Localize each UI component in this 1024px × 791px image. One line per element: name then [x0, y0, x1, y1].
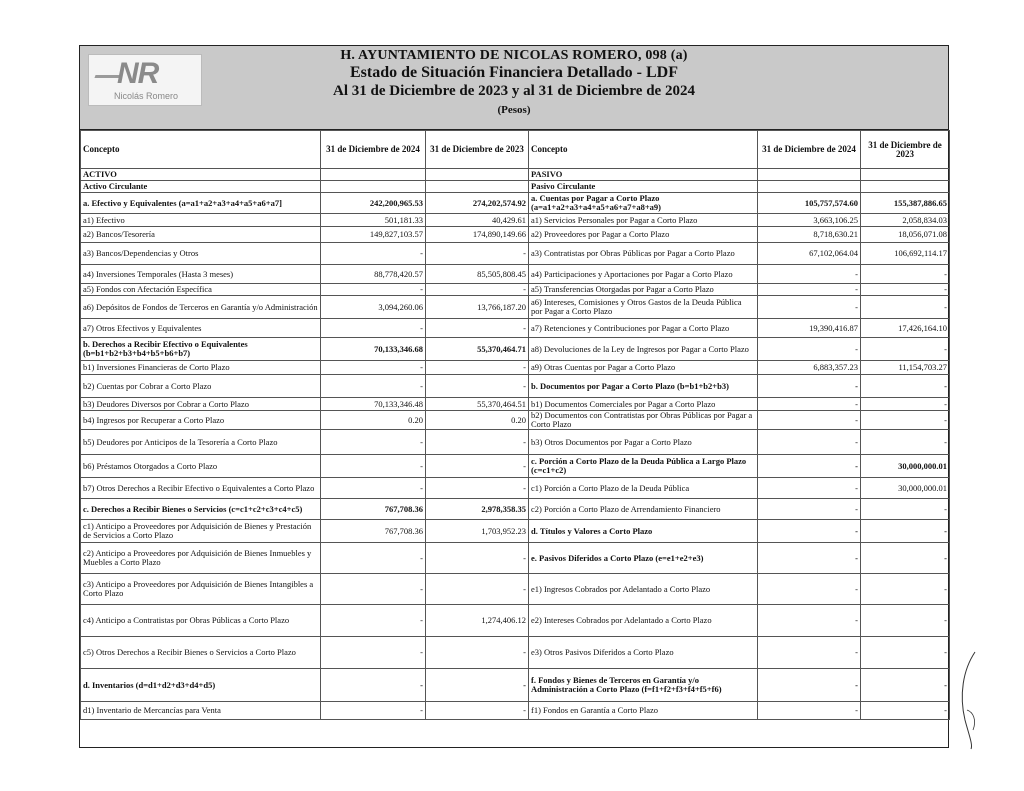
- asset-2024-cell: 767,708.36: [321, 520, 426, 543]
- table-row: [81, 702, 950, 720]
- col-2024-assets: 31 de Diciembre de 2024: [321, 131, 426, 169]
- table-row: [81, 520, 950, 543]
- liability-concept-cell: a5) Transferencias Otorgadas por Pagar a Corto Plazo: [529, 284, 758, 296]
- liability-2023-cell: -: [861, 411, 950, 430]
- liability-2023-cell: -: [861, 398, 950, 411]
- report-units: (Pesos): [497, 104, 531, 116]
- table-row: [81, 499, 950, 520]
- liability-concept-cell: a1) Servicios Personales por Pagar a Corto Plazo: [529, 214, 758, 227]
- liability-2023-cell: 2,058,834.03: [861, 214, 950, 227]
- asset-concept-cell: a6) Depósitos de Fondos de Terceros en Garantía y/o Administración: [81, 296, 321, 319]
- asset-2024-cell: -: [321, 669, 426, 702]
- liability-2024-cell: -: [758, 637, 861, 669]
- asset-concept-cell: b3) Deudores Diversos por Cobrar a Corto Plazo: [81, 398, 321, 411]
- liability-2024-cell: -: [758, 411, 861, 430]
- asset-concept-cell: b7) Otros Derechos a Recibir Efectivo o Equivalentes a Corto Plazo: [81, 478, 321, 499]
- asset-2023-cell: 55,370,464.51: [426, 398, 529, 411]
- table-row: [81, 455, 950, 478]
- logo-caption: Nicolás Romero: [113, 91, 179, 101]
- liability-2024-cell: [758, 169, 861, 181]
- asset-concept-cell: b1) Inversiones Financieras de Corto Plazo: [81, 361, 321, 375]
- liability-2023-cell: -: [861, 284, 950, 296]
- liability-concept-cell: a. Cuentas por Pagar a Corto Plazo (a=a1+a2+a3+a4+a5+a6+a7+a8+a9): [529, 193, 758, 214]
- table-row: [81, 319, 950, 338]
- col-2023-assets: 31 de Diciembre de 2023: [426, 131, 529, 169]
- col-concepto-assets: Concepto: [81, 131, 321, 169]
- liability-concept-cell: b. Documentos por Pagar a Corto Plazo (b=b1+b2+b3): [529, 375, 758, 398]
- liability-2023-cell: 30,000,000.01: [861, 478, 950, 499]
- table-row: [81, 637, 950, 669]
- liability-concept-cell: a4) Participaciones y Aportaciones por Pagar a Corto Plazo: [529, 265, 758, 284]
- liability-2024-cell: -: [758, 605, 861, 637]
- asset-2024-cell: -: [321, 574, 426, 605]
- asset-2023-cell: 40,429.61: [426, 214, 529, 227]
- liability-2023-cell: -: [861, 338, 950, 361]
- col-2024-liabilities: 31 de Diciembre de 2024: [758, 131, 861, 169]
- table-row: [81, 284, 950, 296]
- liability-concept-cell: a7) Retenciones y Contribuciones por Pagar a Corto Plazo: [529, 319, 758, 338]
- asset-2024-cell: 0.20: [321, 411, 426, 430]
- liability-2024-cell: 6,883,357.23: [758, 361, 861, 375]
- asset-2023-cell: -: [426, 361, 529, 375]
- table-row: [81, 543, 950, 574]
- asset-2023-cell: -: [426, 669, 529, 702]
- asset-2023-cell: -: [426, 375, 529, 398]
- liability-concept-cell: b2) Documentos con Contratistas por Obras Públicas por Pagar a Corto Plazo: [529, 411, 758, 430]
- asset-2023-cell: 174,890,149.66: [426, 227, 529, 243]
- table-row: [81, 243, 950, 265]
- asset-concept-cell: a3) Bancos/Dependencias y Otros: [81, 243, 321, 265]
- liability-2023-cell: 106,692,114.17: [861, 243, 950, 265]
- liability-2024-cell: -: [758, 478, 861, 499]
- liability-concept-cell: e1) Ingresos Cobrados por Adelantado a Corto Plazo: [529, 574, 758, 605]
- asset-2024-cell: -: [321, 243, 426, 265]
- asset-2024-cell: 88,778,420.57: [321, 265, 426, 284]
- table-row: [81, 478, 950, 499]
- asset-2023-cell: -: [426, 430, 529, 455]
- asset-2024-cell: -: [321, 375, 426, 398]
- table-row: [81, 227, 950, 243]
- liability-2023-cell: -: [861, 574, 950, 605]
- liability-concept-cell: a2) Proveedores por Pagar a Corto Plazo: [529, 227, 758, 243]
- liability-2024-cell: -: [758, 520, 861, 543]
- liability-2023-cell: -: [861, 296, 950, 319]
- asset-2024-cell: -: [321, 430, 426, 455]
- table-row: [81, 669, 950, 702]
- liability-concept-cell: PASIVO: [529, 169, 758, 181]
- liability-concept-cell: c1) Porción a Corto Plazo de la Deuda Pública: [529, 478, 758, 499]
- liability-2023-cell: -: [861, 265, 950, 284]
- liability-2024-cell: -: [758, 702, 861, 720]
- liability-2023-cell: -: [861, 637, 950, 669]
- asset-2023-cell: 13,766,187.20: [426, 296, 529, 319]
- liability-2024-cell: 3,663,106.25: [758, 214, 861, 227]
- asset-concept-cell: a7) Otros Efectivos y Equivalentes: [81, 319, 321, 338]
- table-row: [81, 193, 950, 214]
- asset-concept-cell: d1) Inventario de Mercancías para Venta: [81, 702, 321, 720]
- asset-concept-cell: b2) Cuentas por Cobrar a Corto Plazo: [81, 375, 321, 398]
- asset-2024-cell: 501,181.33: [321, 214, 426, 227]
- asset-2023-cell: 1,703,952.23: [426, 520, 529, 543]
- asset-2023-cell: -: [426, 702, 529, 720]
- liability-2024-cell: -: [758, 455, 861, 478]
- asset-2024-cell: -: [321, 361, 426, 375]
- liability-concept-cell: a3) Contratistas por Obras Públicas por Pagar a Corto Plazo: [529, 243, 758, 265]
- asset-2024-cell: -: [321, 605, 426, 637]
- liability-concept-cell: d. Títulos y Valores a Corto Plazo: [529, 520, 758, 543]
- asset-2024-cell: -: [321, 319, 426, 338]
- asset-concept-cell: a. Efectivo y Equivalentes (a=a1+a2+a3+a4+a5+a6+a7]: [81, 193, 321, 214]
- liability-2024-cell: -: [758, 499, 861, 520]
- asset-concept-cell: b. Derechos a Recibir Efectivo o Equivalentes (b=b1+b2+b3+b4+b5+b6+b7): [81, 338, 321, 361]
- asset-2024-cell: -: [321, 284, 426, 296]
- table-row: [81, 296, 950, 319]
- financial-statement-sheet: [79, 45, 949, 748]
- asset-concept-cell: a2) Bancos/Tesorería: [81, 227, 321, 243]
- liability-2024-cell: 19,390,416.87: [758, 319, 861, 338]
- asset-concept-cell: b4) Ingresos por Recuperar a Corto Plazo: [81, 411, 321, 430]
- asset-2024-cell: 767,708.36: [321, 499, 426, 520]
- liability-2024-cell: -: [758, 398, 861, 411]
- asset-2024-cell: 242,200,965.53: [321, 193, 426, 214]
- liability-2023-cell: -: [861, 499, 950, 520]
- asset-2023-cell: -: [426, 637, 529, 669]
- liability-2024-cell: -: [758, 265, 861, 284]
- asset-2024-cell: 3,094,260.06: [321, 296, 426, 319]
- table-row: [81, 361, 950, 375]
- asset-concept-cell: ACTIVO: [81, 169, 321, 181]
- table-row: [81, 265, 950, 284]
- liability-concept-cell: e2) Intereses Cobrados por Adelantado a Corto Plazo: [529, 605, 758, 637]
- entity-name: H. AYUNTAMIENTO DE NICOLAS ROMERO, 098 (a): [340, 48, 688, 63]
- table-row: [81, 398, 950, 411]
- report-header: [80, 46, 948, 130]
- asset-2023-cell: -: [426, 455, 529, 478]
- table-row: [81, 214, 950, 227]
- asset-2024-cell: -: [321, 455, 426, 478]
- liability-concept-cell: b1) Documentos Comerciales por Pagar a Corto Plazo: [529, 398, 758, 411]
- liability-concept-cell: f. Fondos y Bienes de Terceros en Garantía y/o Administración a Corto Plazo (f=f1+f2+f3+f4+f5+f6): [529, 669, 758, 702]
- liability-concept-cell: a8) Devoluciones de la Ley de Ingresos por Pagar a Corto Plazo: [529, 338, 758, 361]
- liability-2023-cell: 11,154,703.27: [861, 361, 950, 375]
- liability-2024-cell: 8,718,630.21: [758, 227, 861, 243]
- asset-2023-cell: [426, 181, 529, 193]
- liability-concept-cell: c2) Porción a Corto Plazo de Arrendamiento Financiero: [529, 499, 758, 520]
- liability-concept-cell: a9) Otras Cuentas por Pagar a Corto Plazo: [529, 361, 758, 375]
- asset-2023-cell: -: [426, 243, 529, 265]
- liability-2023-cell: 17,426,164.10: [861, 319, 950, 338]
- asset-concept-cell: Activo Circulante: [81, 181, 321, 193]
- liability-concept-cell: f1) Fondos en Garantía a Corto Plazo: [529, 702, 758, 720]
- liability-2024-cell: -: [758, 296, 861, 319]
- liability-2024-cell: -: [758, 574, 861, 605]
- asset-2024-cell: -: [321, 637, 426, 669]
- liability-2024-cell: -: [758, 669, 861, 702]
- asset-2024-cell: -: [321, 543, 426, 574]
- asset-2024-cell: 70,133,346.68: [321, 338, 426, 361]
- asset-2024-cell: -: [321, 478, 426, 499]
- liability-2023-cell: -: [861, 520, 950, 543]
- asset-2023-cell: 2,978,358.35: [426, 499, 529, 520]
- liability-2023-cell: -: [861, 702, 950, 720]
- table-row: [81, 375, 950, 398]
- asset-concept-cell: c1) Anticipo a Proveedores por Adquisición de Bienes y Prestación de Servicios a Corto Plazo: [81, 520, 321, 543]
- asset-2023-cell: 1,274,406.12: [426, 605, 529, 637]
- asset-concept-cell: c. Derechos a Recibir Bienes o Servicios (c=c1+c2+c3+c4+c5): [81, 499, 321, 520]
- asset-2023-cell: -: [426, 478, 529, 499]
- liability-2023-cell: [861, 169, 950, 181]
- asset-concept-cell: b5) Deudores por Anticipos de la Tesorería a Corto Plazo: [81, 430, 321, 455]
- liability-2023-cell: 30,000,000.01: [861, 455, 950, 478]
- asset-2024-cell: 149,827,103.57: [321, 227, 426, 243]
- asset-concept-cell: c2) Anticipo a Proveedores por Adquisición de Bienes Inmuebles y Muebles a Corto Plazo: [81, 543, 321, 574]
- asset-concept-cell: a1) Efectivo: [81, 214, 321, 227]
- liability-2024-cell: -: [758, 543, 861, 574]
- liability-concept-cell: e. Pasivos Diferidos a Corto Plazo (e=e1+e2+e3): [529, 543, 758, 574]
- asset-2024-cell: 70,133,346.48: [321, 398, 426, 411]
- liability-2024-cell: -: [758, 338, 861, 361]
- asset-2023-cell: 0.20: [426, 411, 529, 430]
- asset-concept-cell: b6) Préstamos Otorgados a Corto Plazo: [81, 455, 321, 478]
- liability-concept-cell: c. Porción a Corto Plazo de la Deuda Pública a Largo Plazo (c=c1+c2): [529, 455, 758, 478]
- liability-2024-cell: -: [758, 375, 861, 398]
- table-row: [81, 169, 950, 181]
- liability-2024-cell: [758, 181, 861, 193]
- asset-concept-cell: c3) Anticipo a Proveedores por Adquisición de Bienes Intangibles a Corto Plazo: [81, 574, 321, 605]
- asset-2023-cell: 274,202,574.92: [426, 193, 529, 214]
- liability-2024-cell: -: [758, 430, 861, 455]
- liability-2024-cell: 105,757,574.60: [758, 193, 861, 214]
- col-2023-liabilities: 31 de Diciembre de 2023: [861, 131, 950, 169]
- liability-2023-cell: [861, 181, 950, 193]
- asset-2023-cell: -: [426, 574, 529, 605]
- asset-concept-cell: c4) Anticipo a Contratistas por Obras Públicas a Corto Plazo: [81, 605, 321, 637]
- liability-2024-cell: -: [758, 284, 861, 296]
- liability-2024-cell: 67,102,064.04: [758, 243, 861, 265]
- report-title: Estado de Situación Financiera Detallado - LDF: [349, 64, 678, 81]
- asset-concept-cell: a4) Inversiones Temporales (Hasta 3 meses): [81, 265, 321, 284]
- asset-concept-cell: d. Inventarios (d=d1+d2+d3+d4+d5): [81, 669, 321, 702]
- liability-2023-cell: -: [861, 375, 950, 398]
- asset-2023-cell: [426, 169, 529, 181]
- asset-2024-cell: -: [321, 702, 426, 720]
- asset-concept-cell: a5) Fondos con Afectación Específica: [81, 284, 321, 296]
- liability-concept-cell: b3) Otros Documentos por Pagar a Corto Plazo: [529, 430, 758, 455]
- table-row: [81, 338, 950, 361]
- asset-2023-cell: -: [426, 319, 529, 338]
- report-period: Al 31 de Diciembre de 2023 y al 31 de Diciembre de 2024: [333, 83, 695, 99]
- table-header-row: [81, 131, 950, 169]
- balance-table: [80, 130, 950, 720]
- asset-2023-cell: 85,505,808.45: [426, 265, 529, 284]
- asset-2024-cell: [321, 181, 426, 193]
- liability-concept-cell: e3) Otros Pasivos Diferidos a Corto Plazo: [529, 637, 758, 669]
- asset-2023-cell: -: [426, 543, 529, 574]
- liability-2023-cell: -: [861, 605, 950, 637]
- table-row: [81, 181, 950, 193]
- logo-mark: NR: [117, 57, 159, 90]
- asset-2023-cell: 55,370,464.71: [426, 338, 529, 361]
- col-concepto-liabilities: Concepto: [529, 131, 758, 169]
- table-row: [81, 430, 950, 455]
- liability-2023-cell: -: [861, 543, 950, 574]
- handwritten-mark: [953, 650, 983, 750]
- liability-2023-cell: 18,056,071.08: [861, 227, 950, 243]
- asset-2023-cell: -: [426, 284, 529, 296]
- table-row: [81, 574, 950, 605]
- table-row: [81, 411, 950, 430]
- liability-2023-cell: -: [861, 669, 950, 702]
- liability-concept-cell: a6) Intereses, Comisiones y Otros Gastos de la Deuda Pública por Pagar a Corto Plazo: [529, 296, 758, 319]
- asset-2024-cell: [321, 169, 426, 181]
- liability-concept-cell: Pasivo Circulante: [529, 181, 758, 193]
- table-row: [81, 605, 950, 637]
- liability-2023-cell: -: [861, 430, 950, 455]
- liability-2023-cell: 155,387,886.65: [861, 193, 950, 214]
- asset-concept-cell: c5) Otros Derechos a Recibir Bienes o Servicios a Corto Plazo: [81, 637, 321, 669]
